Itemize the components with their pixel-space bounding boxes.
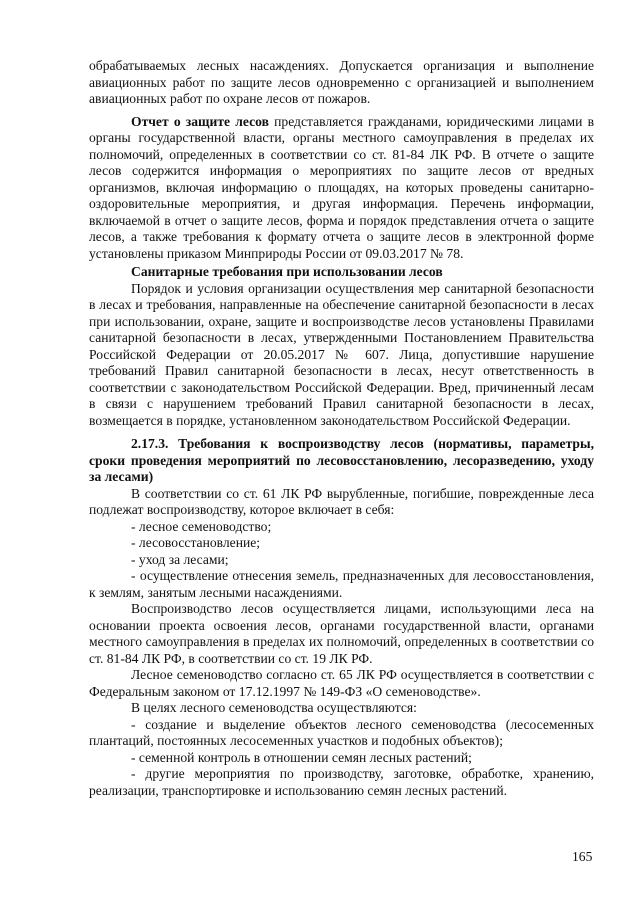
paragraph-reproduction-intro: В соответствии со ст. 61 ЛК РФ вырубленные, погибшие, поврежденные леса подлежат воспроизводству, которое включает в себя: bbox=[89, 485, 594, 517]
list-item: - создание и выделение объектов лесного семеноводства (лесосеменных плантаций, постоянных лесосеменных участков и подобных объектов); bbox=[89, 716, 594, 748]
list-item: - лесное семеноводство; bbox=[131, 518, 272, 534]
subheading-sanitary-requirements: Санитарные требования при использовании лесов bbox=[131, 264, 443, 279]
paragraph-reproduction-actors: Воспроизводство лесов осуществляется лицами, использующими леса на основании проекта освоения лесов, органами государственной власти, органами местного самоуправления в пределах их полномочий, определенных в соответствии со ст. 81-84 ЛК РФ, в соответствии со ст. 19 ЛК РФ. bbox=[89, 601, 594, 666]
list-item: - другие мероприятия по производству, заготовке, обработке, хранению, реализации, транспортировке и использованию семян лесных растений. bbox=[89, 766, 594, 798]
paragraph-aviation: обрабатываемых лесных насаждениях. Допускается организация и выполнение авиационных работ по защите лесов одновременно с организацией и выполнением авиационных работ по охране лесов от пожаров. bbox=[89, 58, 594, 106]
list-item: - семенной контроль в отношении семян лесных растений; bbox=[131, 749, 472, 765]
report-text: представляется гражданами, юридическими лицами в органы государственной власти, органы местного самоуправления в пределах их полномочий, определенных в соответствии со ст. 81-84 ЛК РФ. В отчете о защите лесов содержится информация о мероприятиях по защите лесов от вредных организмов, включая информацию о площадях, на которых проведены санитарно-оздоровительные мероприятия, и другая информация. Перечень информации, включаемой в отчет о защите лесов, форма и порядок представления отчета о защите лесов, а также требования к формату отчета о защите лесов в электронной форме установлены приказом Минприроды России от 09.03.2017 № 78. bbox=[89, 113, 595, 261]
paragraph-sanitary-rules: Порядок и условия организации осуществления мер санитарной безопасности в лесах и требования, направленные на обеспечение санитарной безопасности в лесах при использовании, охране, защите и воспроизводстве лесов установлены Правилами санитарной безопасности в лесах, утвержденными Постановлением Правительства Российской Федерации от 20.05.2017 № 607. Лица, допустившие нарушение требований Правил санитарной безопасности в лесах, несут ответственность в соответствии с законодательством Российской Федерации. Вред, причиненный лесам в связи с нарушением требований Правил санитарной безопасности в лесах, возмещается в порядке, установленном законодательством Российской Федерации. bbox=[89, 280, 594, 428]
document-page bbox=[89, 58, 594, 799]
paragraph-seed-law: Лесное семеноводство согласно ст. 65 ЛК РФ осуществляется в соответствии с Федеральным законом от 17.12.1997 № 149-ФЗ «О семеноводстве». bbox=[89, 667, 594, 699]
section-title-2-17-3: 2.17.3. Требования к воспроизводству лесов (нормативы, параметры, сроки проведения мероприятий по лесовосстановлению, лесоразведению, уходу за лесами) bbox=[89, 436, 594, 484]
page-number: 165 bbox=[572, 849, 593, 864]
paragraph-forest-protection-report bbox=[89, 114, 594, 263]
list-item: - осуществление отнесения земель, предназначенных для лесовосстановления, к землям, занятым лесными насаждениями. bbox=[89, 568, 594, 600]
paragraph-seed-goals: В целях лесного семеноводства осуществляются: bbox=[131, 700, 417, 715]
list-item: - лесовосстановление; bbox=[131, 535, 261, 550]
report-term: Отчет о защите лесов bbox=[131, 113, 269, 129]
list-item: - уход за лесами; bbox=[131, 551, 229, 567]
